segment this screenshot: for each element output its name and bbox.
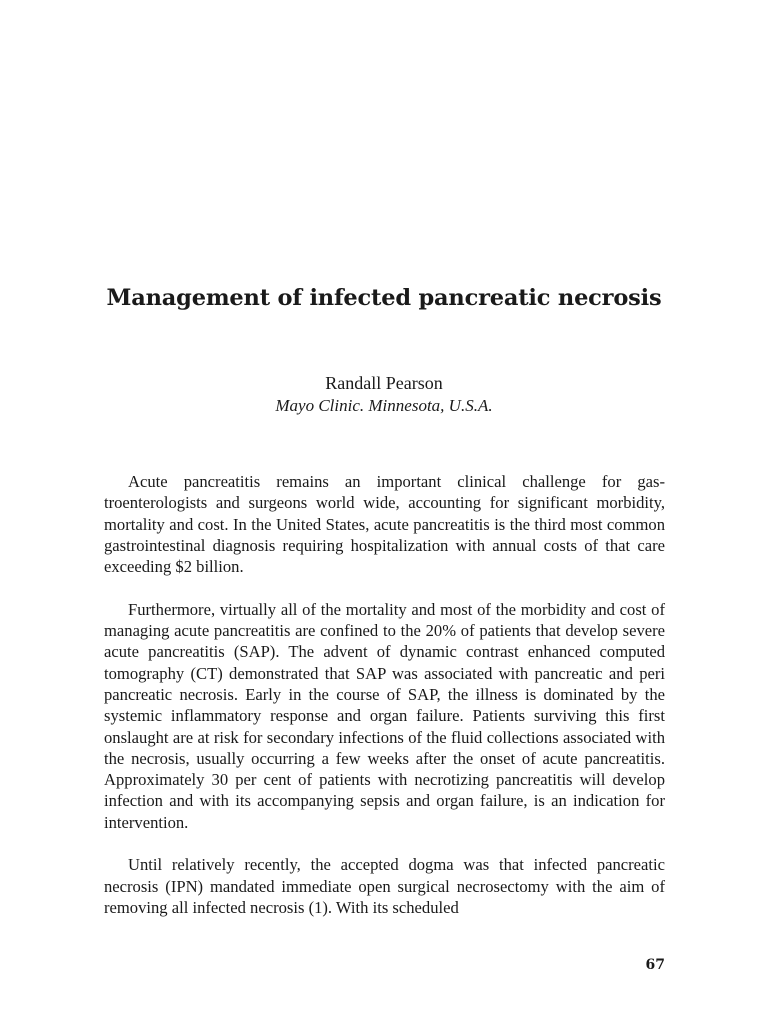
page-number: 67	[645, 957, 665, 973]
body-paragraph: Furthermore, virtually all of the mortality and most of the morbidity and cost of managing acute pancreatitis are confined to the 20% of patients that develop severe acute pancreatitis (SAP). The advent of dynamic contrast enhanced computed tomography (CT) demonstrated that SAP was associated with pancreatic and peri pancreatic necrosis. Early in the course of SAP, the illness is dominated by the systemic inflammatory response and organ failure. Patients surviving this first onslaught are at risk for secondary infections of the fluid collections associated with the necrosis, usually occurring a few weeks after the onset of acute pancreatitis. Approximately 30 per cent of patients with necrotizing pancreatitis will develop infection and with its accompanying sepsis and organ failure, is an indication for intervention.	[104, 599, 665, 832]
body-paragraph: Acute pancreatitis remains an important clinical challenge for gastroenterologists and surgeons world wide, accounting for significant morbidity, mortality and cost. In the United States, acute pancreatitis is the third most common gastrointestinal diagnosis requiring hospitalization with annual costs of that care exceeding $2 billion.	[104, 472, 665, 577]
article-title: Management of infected pancreatic necrosis	[106, 285, 662, 311]
article-body	[104, 471, 665, 918]
body-paragraph: Until relatively recently, the accepted dogma was that infected pancreatic necrosis (IPN) mandated immediate open surgical necrosectomy with the aim of removing all infected necrosis (1). With its scheduled	[104, 855, 665, 917]
author-name: Randall Pearson	[325, 373, 443, 393]
author-affiliation: Mayo Clinic. Minnesota, U.S.A.	[275, 396, 493, 415]
